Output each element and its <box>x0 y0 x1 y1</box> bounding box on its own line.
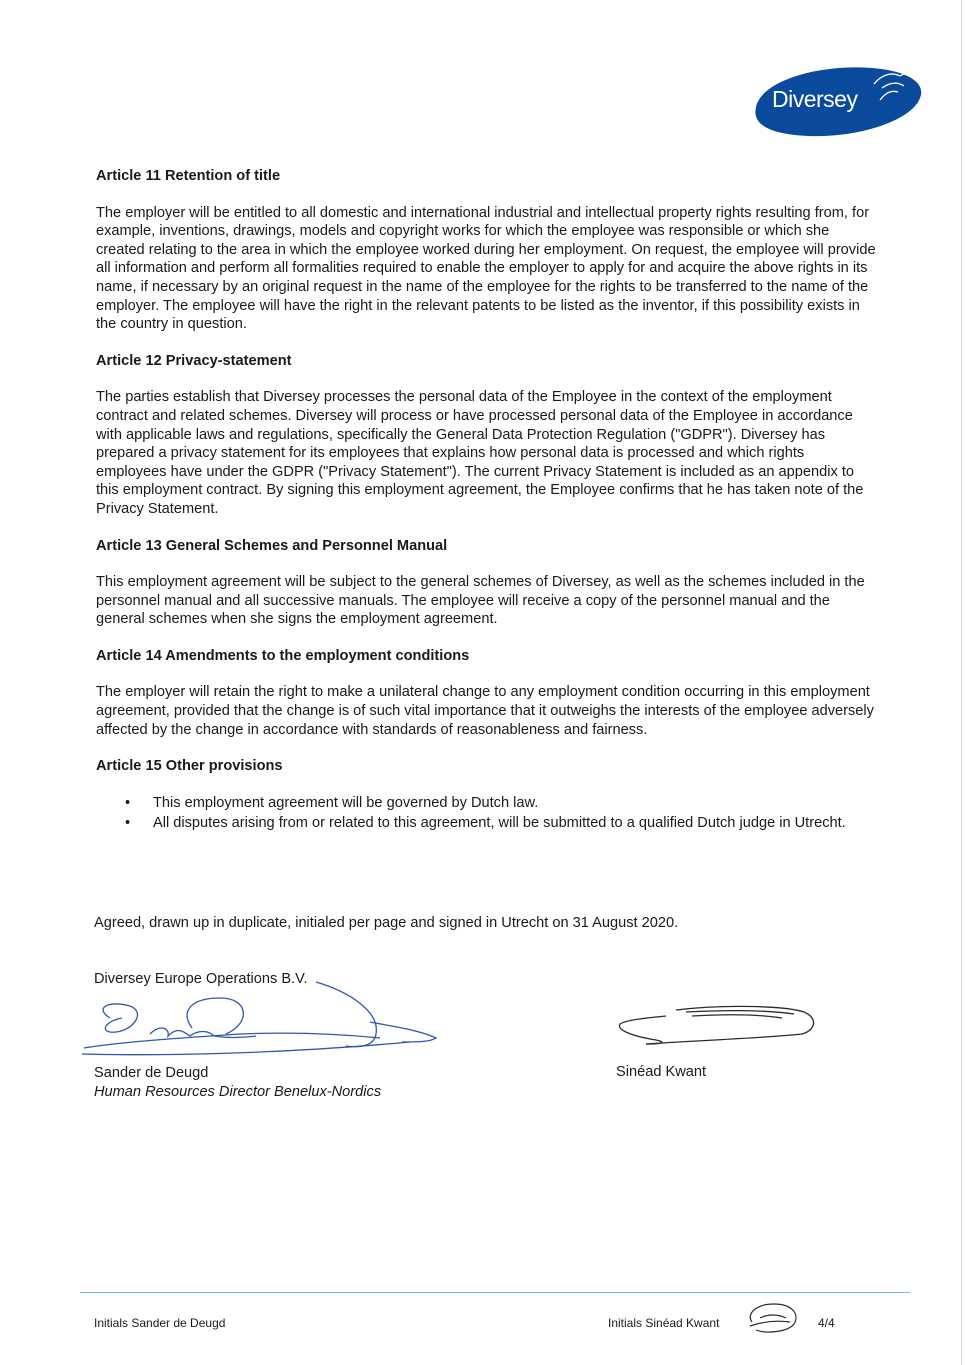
company-name: Diversey Europe Operations B.V. <box>94 971 308 987</box>
footer-initials-right: Initials Sinéad Kwant <box>608 1316 720 1330</box>
article-14-body: The employer will retain the right to make a unilateral change to any employment condition occurring in this employment agreement, provided that the change is of such vital importance that it outweighs the interests of the employee adversely affected by the change in accordance with standards of reasonableness and fairness. <box>96 684 874 738</box>
article-15-heading: Article 15 Other provisions <box>96 758 283 775</box>
diversey-logo <box>750 62 924 138</box>
page-edge <box>961 0 962 1365</box>
list-item: • All disputes arising from or related to this agreement, will be submitted to a qualified Dutch judge in Utrecht. <box>153 814 876 833</box>
signature-sander-de-deugd <box>80 972 450 1067</box>
footer-divider <box>80 1292 910 1293</box>
signature-sinead-kwant <box>606 1000 826 1055</box>
list-item: • This employment agreement will be governed by Dutch law. <box>153 794 876 813</box>
signatory-left <box>94 1064 381 1101</box>
article-12-body: The parties establish that Diversey processes the personal data of the Employee in the context of the employment contract and related schemes. Diversey will process or have processed personal data of the Employee in accordance with applicable laws and regulations, specifically the General Data Protection Regulation ("GDPR"). Diversey has prepared a privacy statement for its employees that explains how personal data is processed and which rights employees have under the GDPR ("Privacy Statement"). The current Privacy Statement is included as an appendix to this employment contract. By signing this employment agreement, the Employee confirms that he has taken note of the Privacy Statement. <box>96 389 864 517</box>
initial-signature <box>742 1300 802 1341</box>
article-11-body: The employer will be entitled to all domestic and international industrial and intellectual property rights resulting from, for example, inventions, drawings, models and copyright works for which the employee was responsible or which she created relating to the area in which the employee worked during her employment. On request, the employee will provide all information and perform all formalities required to enable the employer to apply for and acquire the above rights in its name, if necessary by an original request in the name of the employee for the rights to be transferred to the name of the employer. The employee will have the right in the relevant patents to be listed as the inventor, if this possibility exists in the country in question. <box>96 204 876 333</box>
article-15-list <box>96 794 876 833</box>
page-number: 4/4 <box>818 1316 835 1330</box>
article-13-heading: Article 13 General Schemes and Personnel Manual <box>96 537 448 554</box>
signatory-left-title: Human Resources Director Benelux-Nordics <box>94 1083 382 1100</box>
document-body <box>96 167 876 835</box>
signatory-left-name: Sander de Deugd <box>94 1065 209 1081</box>
agreement-statement: Agreed, drawn up in duplicate, initialed per page and signed in Utrecht on 31 August 2020. <box>94 915 679 931</box>
article-11-heading: Article 11 Retention of title <box>96 168 281 184</box>
article-12-heading: Article 12 Privacy-statement <box>96 352 292 369</box>
signatory-right-name: Sinéad Kwant <box>616 1064 707 1080</box>
article-13-body: This employment agreement will be subject to the general schemes of Diversey, as well as the schemes included in the personnel manual and all successive manuals. The employee will receive a copy of the personnel manual and the general schemes when she signs the employment agreement. <box>96 574 865 628</box>
article-14-heading: Article 14 Amendments to the employment conditions <box>96 647 470 664</box>
logo-text: Diversey <box>772 86 858 112</box>
footer-initials-left: Initials Sander de Deugd <box>94 1316 226 1330</box>
